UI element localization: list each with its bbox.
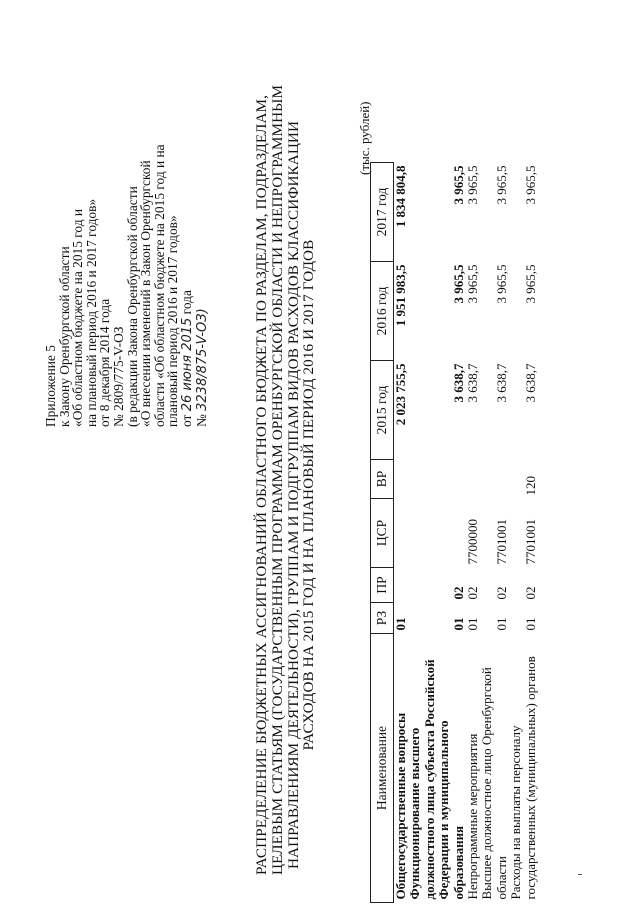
row-name-line: образования xyxy=(450,825,466,900)
row-csr: 7700000 xyxy=(465,519,481,565)
row-csr: 7701001 xyxy=(493,519,509,565)
row-vr xyxy=(408,460,466,499)
row-pr: 02 xyxy=(493,586,509,600)
row-csr: 7701001 xyxy=(522,519,538,565)
row-2016: 3 965,5 xyxy=(450,264,466,304)
heading-line: РАСХОДОВ НА 2015 ГОД И НА ПЛАНОВЫЙ ПЕРИОД 2016 И 2017 ГОДОВ xyxy=(300,239,318,751)
row-name-line: Общегосударственные вопросы xyxy=(393,712,408,900)
row-name-line: Расходы на выплаты персоналу xyxy=(508,725,524,900)
row-2017: 3 965,5 xyxy=(493,165,509,205)
handwritten-date: 26 июня 2015 xyxy=(179,317,195,412)
row-2016: 3 965,5 xyxy=(493,264,509,304)
row-2016: 1 951 983,5 xyxy=(393,264,408,327)
col-header-name: Наименование xyxy=(371,634,394,903)
row-name-line: Федерации и муниципального xyxy=(436,720,452,900)
heading-line: НАПРАВЛЕНИЯМ ДЕЯТЕЛЬНОСТИ), ГРУППАМ И ПОДГРУППАМ ВИДОВ РАСХОДОВ КЛАССИФИКАЦИИ xyxy=(284,120,302,870)
row-2016: 3 965,5 xyxy=(465,264,481,304)
row-vr xyxy=(466,460,480,499)
table-row xyxy=(394,163,409,903)
appendix-line: плановый период 2016 и 2017 годов» xyxy=(165,215,181,427)
row-vr xyxy=(394,460,409,499)
heading-line: ЦЕЛЕВЫМ СТАТЬЯМ (ГОСУДАРСТВЕННЫМ ПРОГРАММАМ ОРЕНБУРГСКОЙ ОБЛАСТИ И НЕПРОГРАММНЫМ xyxy=(268,84,286,875)
appendix-block xyxy=(44,7,209,427)
row-2017: 3 965,5 xyxy=(465,165,481,205)
col-header-vr: ВР xyxy=(371,460,394,499)
row-2015: 3 638,7 xyxy=(493,363,509,403)
col-header-csr: ЦСР xyxy=(371,499,394,568)
appendix-date-line xyxy=(180,7,195,427)
appendix-line: «Об областном бюджете на 2015 год и xyxy=(70,208,86,427)
row-2016: 3 965,5 xyxy=(522,264,538,304)
row-rz: 01 xyxy=(450,617,466,631)
document-heading xyxy=(253,84,318,875)
row-name-line: должностного лица субъекта Российской xyxy=(421,659,437,900)
row-pr: 02 xyxy=(465,586,481,600)
row-rz: 01 xyxy=(493,617,509,631)
col-header-pr: ПР xyxy=(371,568,394,603)
appendix-line: на плановый период 2016 и 2017 годов» xyxy=(83,198,99,427)
table-row xyxy=(509,163,538,903)
row-name-line: Высшее должностное лицо Оренбургской xyxy=(479,667,495,900)
row-csr xyxy=(394,499,409,568)
units-label: (тыс. рублей) xyxy=(357,101,372,175)
appendix-line: (в редакции Закона Оренбургской области xyxy=(124,186,140,427)
col-header-2015: 2015 год xyxy=(371,361,394,460)
row-2015: 3 638,7 xyxy=(450,363,466,403)
scan-mark xyxy=(578,874,582,875)
col-header-2016: 2016 год xyxy=(371,262,394,361)
number-prefix: № xyxy=(193,410,209,427)
row-csr xyxy=(408,499,466,568)
appendix-line: к Закону Оренбургской области xyxy=(56,246,72,427)
appendix-line: от 8 декабря 2014 года xyxy=(97,298,113,427)
handwritten-number: 3238/875-V-ОЗ) xyxy=(194,308,210,411)
budget-table xyxy=(370,162,538,903)
row-pr: 02 xyxy=(522,586,538,600)
row-name-line: области xyxy=(493,856,509,900)
row-2015: 3 638,7 xyxy=(465,363,481,403)
table-row xyxy=(480,163,509,903)
row-2017: 3 965,5 xyxy=(522,165,538,205)
row-name-line: государственных (муниципальных) органов xyxy=(522,656,538,900)
row-2015: 2 023 755,5 xyxy=(393,363,408,426)
appendix-number-line xyxy=(195,7,210,427)
row-vr xyxy=(480,460,509,499)
row-name xyxy=(509,634,538,903)
date-prefix: от xyxy=(178,411,194,427)
table-row xyxy=(466,163,480,903)
row-2017: 3 965,5 xyxy=(450,165,466,205)
appendix-line: № 2809/775-V-ОЗ xyxy=(110,326,126,427)
row-2017: 1 834 804,8 xyxy=(393,165,408,228)
row-name xyxy=(466,634,480,903)
col-header-rz: РЗ xyxy=(371,603,394,634)
heading-line: РАСПРЕДЕЛЕНИЕ БЮДЖЕТНЫХ АССИГНОВАНИЙ ОБЛАСТНОГО БЮДЖЕТА ПО РАЗДЕЛАМ, ПОДРАЗДЕЛАМ, xyxy=(253,94,270,875)
row-vr: 120 xyxy=(522,476,538,496)
appendix-line: Приложение 5 xyxy=(43,345,58,427)
appendix-line: области «Об областном бюджете на 2015 год и на xyxy=(151,144,167,427)
row-rz: 01 xyxy=(393,617,408,631)
row-pr: 02 xyxy=(450,586,466,600)
row-rz: 01 xyxy=(465,617,481,631)
row-name xyxy=(408,634,466,903)
col-header-2017: 2017 год xyxy=(371,163,394,262)
date-suffix: года xyxy=(178,290,194,318)
table-row xyxy=(408,163,466,903)
row-rz: 01 xyxy=(522,617,538,631)
appendix-line: «О внесении изменений в Закон Оренбургской xyxy=(138,160,154,427)
row-pr xyxy=(394,568,409,603)
row-name-line: Непрограммные мероприятия xyxy=(465,733,481,900)
row-name xyxy=(394,634,409,903)
table-header-row xyxy=(371,163,394,903)
row-name xyxy=(480,634,509,903)
table-body xyxy=(394,163,539,903)
row-name-line: Функционирование высшего xyxy=(407,727,423,900)
row-2015: 3 638,7 xyxy=(522,363,538,403)
